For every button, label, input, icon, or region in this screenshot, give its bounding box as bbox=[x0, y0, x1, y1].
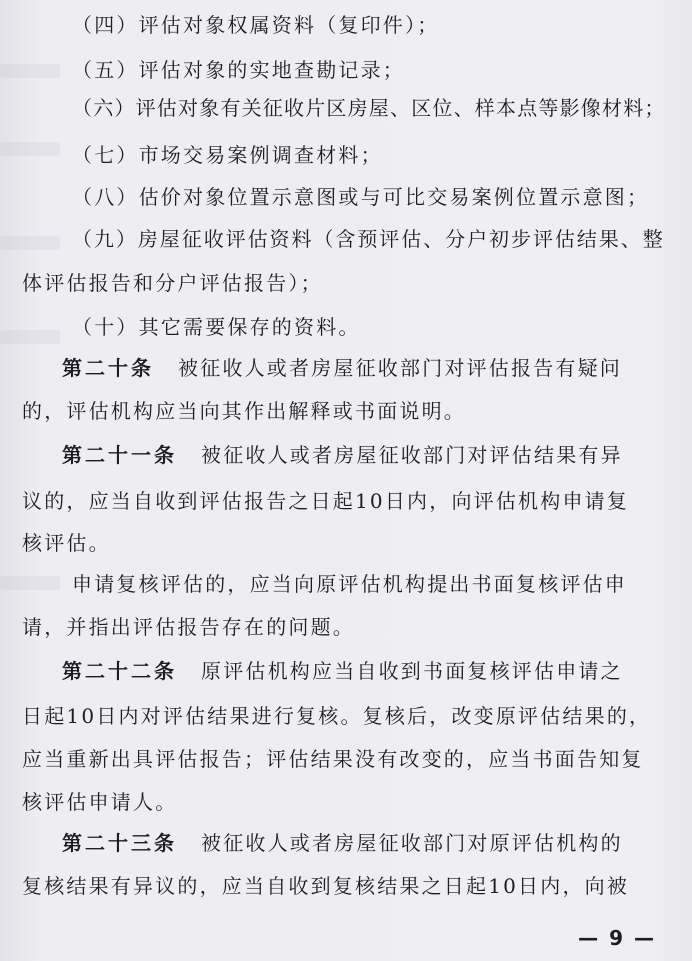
article-heading: 第二十一条 bbox=[62, 443, 177, 467]
article-heading: 第二十三条 bbox=[62, 831, 177, 855]
article-line-continuation: 日起10日内对评估结果进行复核。复核后，改变原评估结果的， bbox=[22, 704, 652, 728]
item-line-continuation: 体评估报告和分户评估报告）； bbox=[22, 271, 323, 295]
bleed-through-mark bbox=[0, 330, 60, 344]
article-line-continuation: 复核结果有异议的，应当自收到复核结果之日起10日内，向被 bbox=[22, 874, 630, 898]
page-number: — 9 — bbox=[578, 926, 656, 950]
article-line-continuation: 核评估。 bbox=[22, 531, 111, 555]
paragraph-line: 申请复核评估的，应当向原评估机构提出书面复核评估申 bbox=[72, 572, 627, 596]
bleed-through-mark bbox=[0, 236, 60, 250]
item-line: （五）评估对象的实地查勘记录； bbox=[72, 58, 405, 82]
item-line: （四）评估对象权属资料（复印件）； bbox=[72, 13, 440, 37]
article-line-continuation: 的，评估机构应当向其作出解释或书面说明。 bbox=[22, 399, 466, 423]
article-20-line: 第二十条 被征收人或者房屋征收部门对评估报告有疑问 bbox=[62, 356, 622, 380]
bleed-through-mark bbox=[0, 142, 60, 156]
bleed-through-mark bbox=[0, 576, 60, 590]
item-line: （十）其它需要保存的资料。 bbox=[72, 315, 361, 339]
item-line: （七）市场交易案例调查材料； bbox=[72, 143, 383, 167]
item-line: （六）评估对象有关征收片区房屋、区位、样本点等影像材料； bbox=[72, 96, 666, 120]
article-line-continuation: 议的，应当自收到评估报告之日起10日内，向评估机构申请复 bbox=[22, 489, 630, 513]
article-heading: 第二十二条 bbox=[62, 659, 177, 683]
bleed-through-mark bbox=[0, 64, 60, 78]
article-heading: 第二十条 bbox=[62, 356, 154, 380]
article-line-continuation: 核评估申请人。 bbox=[22, 790, 178, 814]
item-line: （九）房屋征收评估资料（含预评估、分户初步评估结果、整 bbox=[72, 227, 665, 251]
article-line-continuation: 应当重新出具评估报告；评估结果没有改变的，应当书面告知复 bbox=[22, 747, 644, 771]
article-22-line: 第二十二条 原评估机构应当自收到书面复核评估申请之 bbox=[62, 659, 623, 683]
item-line: （八）估价对象位置示意图或与可比交易案例位置示意图； bbox=[72, 185, 650, 209]
article-23-line: 第二十三条 被征收人或者房屋征收部门对原评估机构的 bbox=[62, 831, 623, 855]
paragraph-line-continuation: 请，并指出评估报告存在的问题。 bbox=[22, 615, 355, 639]
article-21-line: 第二十一条 被征收人或者房屋征收部门对评估结果有异 bbox=[62, 443, 623, 467]
